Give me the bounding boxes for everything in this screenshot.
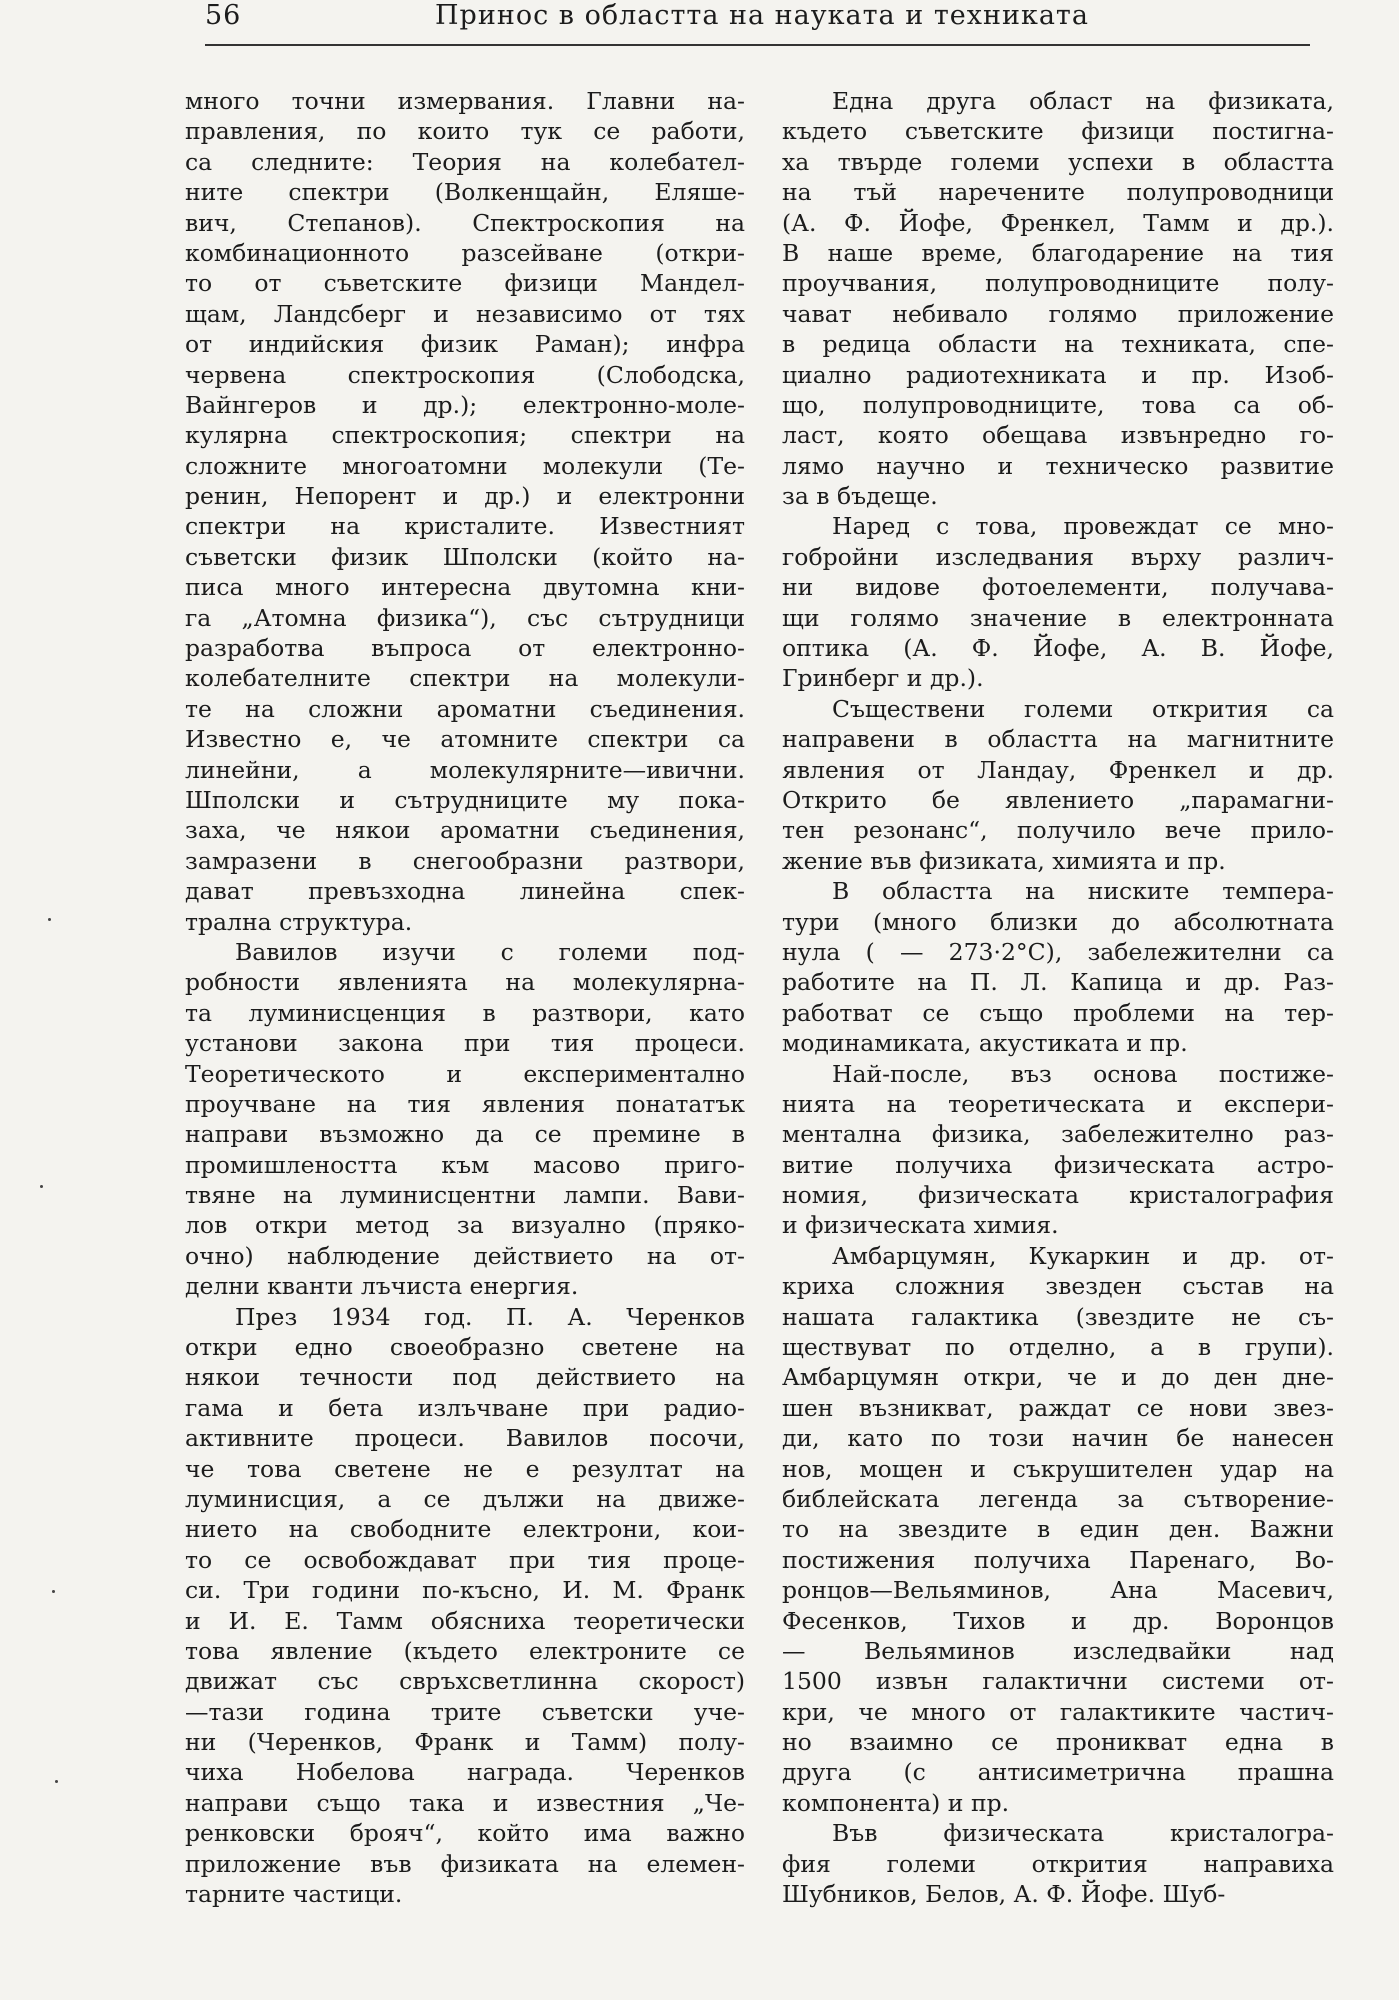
text-line: линейни, а молекулярните—ивични.	[185, 755, 745, 784]
text-line: що, полупроводниците, това са об-	[782, 390, 1334, 419]
text-line: някои течности под действието на	[185, 1363, 745, 1392]
text-line: са следните: Теория на колебател-	[185, 147, 745, 176]
scan-speck	[40, 1185, 43, 1188]
text-line: чават небивало голямо приложение	[782, 299, 1334, 328]
text-line: нията на теоретическата и експери-	[782, 1089, 1334, 1118]
text-line: Теоретическото и експериментално	[185, 1059, 745, 1088]
scan-speck	[52, 1590, 55, 1593]
text-line: компонента) и пр.	[782, 1788, 1010, 1817]
text-line: шен възникват, раждат се нови звез-	[782, 1393, 1334, 1422]
text-line: луминисция, а се дължи на движе-	[185, 1484, 745, 1513]
text-line: (А. Ф. Йофе, Френкел, Тамм и др.).	[782, 208, 1334, 237]
text-line: ществуват по отделно, а в групи).	[782, 1333, 1334, 1362]
text-line: явления от Ландау, Френкел и др.	[782, 755, 1334, 784]
text-line: оптика (А. Ф. Йофе, А. В. Йофе,	[782, 634, 1334, 663]
text-line: лямо научно и техническо развитие	[782, 451, 1334, 480]
page-header	[205, 0, 1310, 40]
text-line: съветски физик Шполски (който на-	[185, 542, 745, 571]
text-line: установи закона при тия процеси.	[185, 1029, 745, 1058]
text-line: —тази година трите съветски уче-	[185, 1697, 745, 1726]
text-line: сложните многоатомни молекули (Те-	[185, 451, 745, 480]
text-line: Във физическата кристалогра-	[832, 1819, 1334, 1848]
text-line: то на звездите в един ден. Важни	[782, 1515, 1334, 1544]
text-line: Шполски и сътрудниците му пока-	[185, 785, 745, 814]
text-line: промишлеността към масово приго-	[185, 1150, 745, 1179]
text-line: тен резонанс“, получило вече прило-	[782, 816, 1334, 845]
text-line: щам, Ландсберг и независимо от тях	[185, 299, 745, 328]
text-line: приложение във физиката на елемен-	[185, 1849, 745, 1878]
text-line: гама и бета излъчване при радио-	[185, 1393, 745, 1422]
text-line: делни кванти лъчиста енергия.	[185, 1272, 579, 1301]
text-line: Вавилов изучи с големи под-	[235, 937, 745, 966]
text-line: циално радиотехниката и пр. Изоб-	[782, 360, 1334, 389]
text-line: чиха Нобелова награда. Черенков	[185, 1758, 745, 1787]
text-line: номия, физическата кристалография	[782, 1181, 1334, 1210]
scan-speck	[55, 1780, 58, 1783]
text-line: очно) наблюдение действието на от-	[185, 1241, 745, 1270]
text-line: то от съветските физици Мандел-	[185, 269, 745, 298]
text-line: дават превъзходна линейна спек-	[185, 877, 745, 906]
text-line: та луминисценция в разтвори, като	[185, 998, 745, 1027]
text-line: ни (Черенков, Франк и Тамм) полу-	[185, 1728, 745, 1757]
text-line: щи голямо значение в електронната	[782, 603, 1334, 632]
text-line: Най-после, въз основа постиже-	[832, 1059, 1334, 1088]
text-line: работите на П. Л. Капица и др. Раз-	[782, 968, 1334, 997]
text-line: модинамиката, акустиката и пр.	[782, 1029, 1188, 1058]
text-line: трална структура.	[185, 907, 413, 936]
text-line: Съществени големи открития са	[832, 694, 1334, 723]
text-line: Фесенков, Тихов и др. Воронцов	[782, 1606, 1334, 1635]
text-line: тури (много близки до абсолютната	[782, 907, 1334, 936]
running-title: Принос в областта на науката и техниката	[435, 0, 1089, 31]
text-line: ни видове фотоелементи, получава-	[782, 573, 1334, 602]
text-line: и И. Е. Тамм обясниха теоретически	[185, 1606, 745, 1635]
text-line: ронцов—Вельяминов, Ана Масевич,	[782, 1576, 1334, 1605]
text-line: нула ( — 273·2°С), забележителни са	[782, 937, 1334, 966]
text-line: Амбарцумян, Кукаркин и др. от-	[832, 1241, 1334, 1270]
text-line: жение във физиката, химията и пр.	[782, 846, 1226, 875]
text-line: Известно е, че атомните спектри са	[185, 725, 745, 754]
text-line: Открито бе явлението „парамагни-	[782, 785, 1334, 814]
text-line: червена спектроскопия (Слободска,	[185, 360, 745, 389]
text-line: откри едно своеобразно светене на	[185, 1333, 745, 1362]
text-line: спектри на кристалите. Известният	[185, 512, 745, 541]
text-line: но взаимно се проникват една в	[782, 1728, 1334, 1757]
text-line: Гринберг и др.).	[782, 664, 984, 693]
text-line: постижения получиха Паренаго, Во-	[782, 1545, 1334, 1574]
text-line: направени в областта на магнитните	[782, 725, 1334, 754]
scan-speck	[48, 918, 51, 921]
text-line: твяне на луминисцентни лампи. Вави-	[185, 1181, 745, 1210]
text-line: гобройни изследвания върху различ-	[782, 542, 1334, 571]
text-line: кулярна спектроскопия; спектри на	[185, 421, 745, 450]
text-line: че това светене не е резултат на	[185, 1454, 745, 1483]
text-line: ментална физика, забележително раз-	[782, 1120, 1334, 1149]
text-line: ните спектри (Волкенщайн, Еляше-	[185, 178, 745, 207]
text-line: работват се също проблеми на тер-	[782, 998, 1334, 1027]
text-line: фия големи открития направиха	[782, 1849, 1334, 1878]
text-line: друга (с антисиметрична прашна	[782, 1758, 1334, 1787]
text-line: това явление (където електроните се	[185, 1636, 745, 1665]
text-line: от индийския физик Раман); инфра	[185, 330, 745, 359]
text-line: 1500 извън галактични системи от-	[782, 1667, 1334, 1696]
text-line: тарните частици.	[185, 1880, 403, 1909]
right-column	[782, 86, 1334, 1909]
text-line: правления, по които тук се работи,	[185, 117, 745, 146]
text-line: кри, че много от галактиките частич-	[782, 1697, 1334, 1726]
text-line: то се освобождават при тия проце-	[185, 1545, 745, 1574]
text-line: писа много интересна двутомна кни-	[185, 573, 745, 602]
text-line: в редица области на техниката, спе-	[782, 330, 1334, 359]
text-line: Наред с това, провеждат се мно-	[832, 512, 1334, 541]
text-line: През 1934 год. П. А. Черенков	[235, 1302, 745, 1331]
text-line: заха, че някои ароматни съединения,	[185, 816, 745, 845]
text-line: ренин, Непорент и др.) и електронни	[185, 482, 745, 511]
text-line: Вайнгеров и др.); електронно-моле-	[185, 390, 745, 419]
text-line: нов, мощен и съкрушителен удар на	[782, 1454, 1334, 1483]
text-line: ласт, която обещава извънредно го-	[782, 421, 1334, 450]
text-line: нашата галактика (звездите не съ-	[782, 1302, 1334, 1331]
text-line: В областта на ниските темпера-	[832, 877, 1334, 906]
text-line: В наше време, благодарение на тия	[782, 238, 1334, 267]
text-line: криха сложния звезден състав на	[782, 1272, 1334, 1301]
text-line: за в бъдеще.	[782, 482, 938, 511]
text-line: вич, Степанов). Спектроскопия на	[185, 208, 745, 237]
text-line: движат със свръхсветлинна скорост)	[185, 1667, 745, 1696]
text-line: нието на свободните електрони, кои-	[185, 1515, 745, 1544]
text-line: активните процеси. Вавилов посочи,	[185, 1424, 745, 1453]
text-line: робности явленията на молекулярна-	[185, 968, 745, 997]
text-line: комбинационното разсейване (откри-	[185, 238, 745, 267]
text-line: направи също така и известния „Че-	[185, 1788, 745, 1817]
text-line: Една друга област на физиката,	[832, 87, 1334, 115]
text-line: замразени в снегообразни разтвори,	[185, 846, 745, 875]
text-line: където съветските физици постигна-	[782, 117, 1334, 146]
text-line: те на сложни ароматни съединения.	[185, 694, 745, 723]
text-line: га „Атомна физика“), със сътрудници	[185, 603, 745, 632]
page-number: 56	[205, 0, 242, 31]
text-line: проучвания, полупроводниците полу-	[782, 269, 1334, 298]
text-line: и физическата химия.	[782, 1211, 1059, 1240]
text-line: ди, като по този начин бе нанесен	[782, 1424, 1334, 1453]
text-line: — Вельяминов изследвайки над	[782, 1636, 1334, 1665]
text-line: Амбарцумян откри, че и до ден дне-	[782, 1363, 1334, 1392]
text-line: много точни измервания. Главни на-	[185, 87, 745, 115]
text-line: на тъй наречените полупроводници	[782, 178, 1334, 207]
text-line: библейската легенда за сътворение-	[782, 1484, 1334, 1513]
text-line: лов откри метод за визуално (пряко-	[185, 1211, 745, 1240]
text-line: разработва въпроса от електронно-	[185, 634, 745, 663]
text-line: ренковски брояч“, който има важно	[185, 1819, 745, 1848]
text-line: колебателните спектри на молекули-	[185, 664, 745, 693]
text-line: витие получиха физическата астро-	[782, 1150, 1334, 1179]
text-line: ха твърде големи успехи в областта	[782, 147, 1334, 176]
left-column	[185, 86, 745, 1909]
text-line: Шубников, Белов, А. Ф. Йофе. Шуб-	[782, 1880, 1226, 1909]
text-line: си. Три години по-късно, И. М. Франк	[185, 1576, 745, 1605]
text-line: направи възможно да се премине в	[185, 1120, 745, 1149]
header-rule	[205, 44, 1310, 46]
text-line: проучване на тия явления понататък	[185, 1089, 745, 1118]
